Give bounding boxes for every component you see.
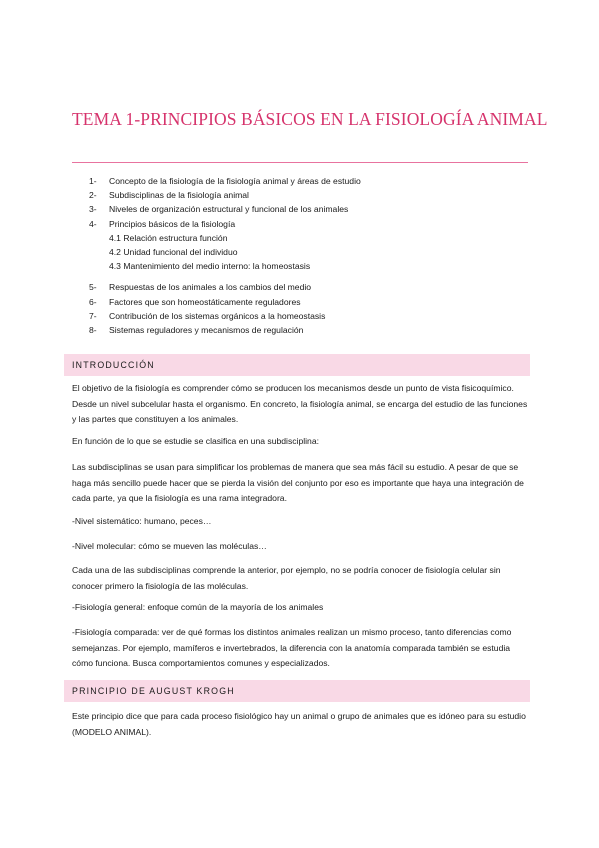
paragraph-subdisciplinas-jerarquia: Cada una de las subdisciplinas comprende la anterior, por ejemplo, no se podría conocer de fisiología celular sin conocer primero la fisiología de las moléculas. <box>72 565 501 591</box>
paragraph-nivel-sistematico: -Nivel sistemático: humano, peces… <box>72 516 212 526</box>
toc-number: 1- <box>89 176 97 186</box>
paragraph-fisiologia-general: -Fisiología general: enfoque común de la mayoría de los animales <box>72 602 324 612</box>
toc-item-7 <box>89 309 529 323</box>
toc-number: 3- <box>89 204 97 215</box>
toc-subitem-4-1: 4.1 Relación estructura función <box>109 232 228 243</box>
toc-text: Concepto de la fisiología de la fisiología animal y áreas de estudio <box>109 176 361 186</box>
toc-item-5 <box>89 280 529 294</box>
toc-text: Contribución de los sistemas orgánicos a la homeostasis <box>109 310 326 321</box>
toc-text: Niveles de organización estructural y funcional de los animales <box>109 204 349 215</box>
toc-text: Sistemas reguladores y mecanismos de regulación <box>109 325 304 336</box>
section-heading-krogh: PRINCIPIO DE AUGUST KROGH <box>64 680 530 702</box>
toc-spacer <box>89 273 529 280</box>
toc-number: 8- <box>89 325 97 336</box>
toc-number: 5- <box>89 282 97 293</box>
paragraph-clasificacion: En función de lo que se estudie se clasifica en una subdisciplina: <box>72 436 319 446</box>
paragraph-objetivo: El objetivo de la fisiología es comprender cómo se producen los mecanismos desde un punto de vista fisicoquímico. Desde un nivel subcelular hasta el organismo. En concreto, la fisiología animal, se encarga del estudio de las funciones y las partes que constituyen a los animales. <box>72 383 528 424</box>
toc-text: Factores que son homeostáticamente reguladores <box>109 296 301 307</box>
toc-number: 2- <box>89 190 97 201</box>
paragraph-nivel-molecular: -Nivel molecular: cómo se mueven las moléculas… <box>72 541 267 551</box>
document-title: TEMA 1-PRINCIPIOS BÁSICOS EN LA FISIOLOGÍA ANIMAL <box>72 109 548 129</box>
section-heading-introduccion: INTRODUCCIÓN <box>64 354 530 376</box>
toc-item-4 <box>89 217 529 231</box>
toc-subitem-4-2: 4.2 Unidad funcional del individuo <box>109 247 238 258</box>
toc-text: Principios básicos de la fisiología <box>109 218 236 229</box>
paragraph-subdisciplinas: Las subdisciplinas se usan para simplificar los problemas de manera que sea más fácil su estudio. A pesar de que se haga más sencillo puede hacer que se pierda la visión del conjunto por eso es importante que haya una integración de cada parte, ya que la fisiología es una rama integradora. <box>72 462 524 503</box>
toc-number: 6- <box>89 296 97 307</box>
toc-number: 4- <box>89 218 97 229</box>
toc-item-8 <box>89 323 529 337</box>
paragraph-fisiologia-comparada: -Fisiología comparada: ver de qué formas los distintos animales realizan un mismo proceso, tanto diferencias como semejanzas. Por ejemplo, mamíferos e invertebrados, la diferencia con la anatomía comparada también se estudia cómo funciona. Busca comportamientos comunes y especializados. <box>72 627 512 668</box>
paragraph-principio-krogh: Este principio dice que para cada proceso fisiológico hay un animal o grupo de animales que es idóneo para su estudio (MODELO ANIMAL). <box>72 711 526 737</box>
toc-number: 7- <box>89 310 97 321</box>
title-divider <box>72 162 528 163</box>
toc-item-3 <box>89 202 529 216</box>
toc-text: Respuestas de los animales a los cambios del medio <box>109 282 312 293</box>
toc-subitem-4-3: 4.3 Mantenimiento del medio interno: la homeostasis <box>109 261 311 272</box>
toc-item-2 <box>89 188 529 202</box>
toc-item-1 <box>89 174 529 188</box>
toc-text: Subdisciplinas de la fisiología animal <box>109 190 249 201</box>
table-of-contents <box>89 174 529 337</box>
toc-item-6 <box>89 295 529 309</box>
